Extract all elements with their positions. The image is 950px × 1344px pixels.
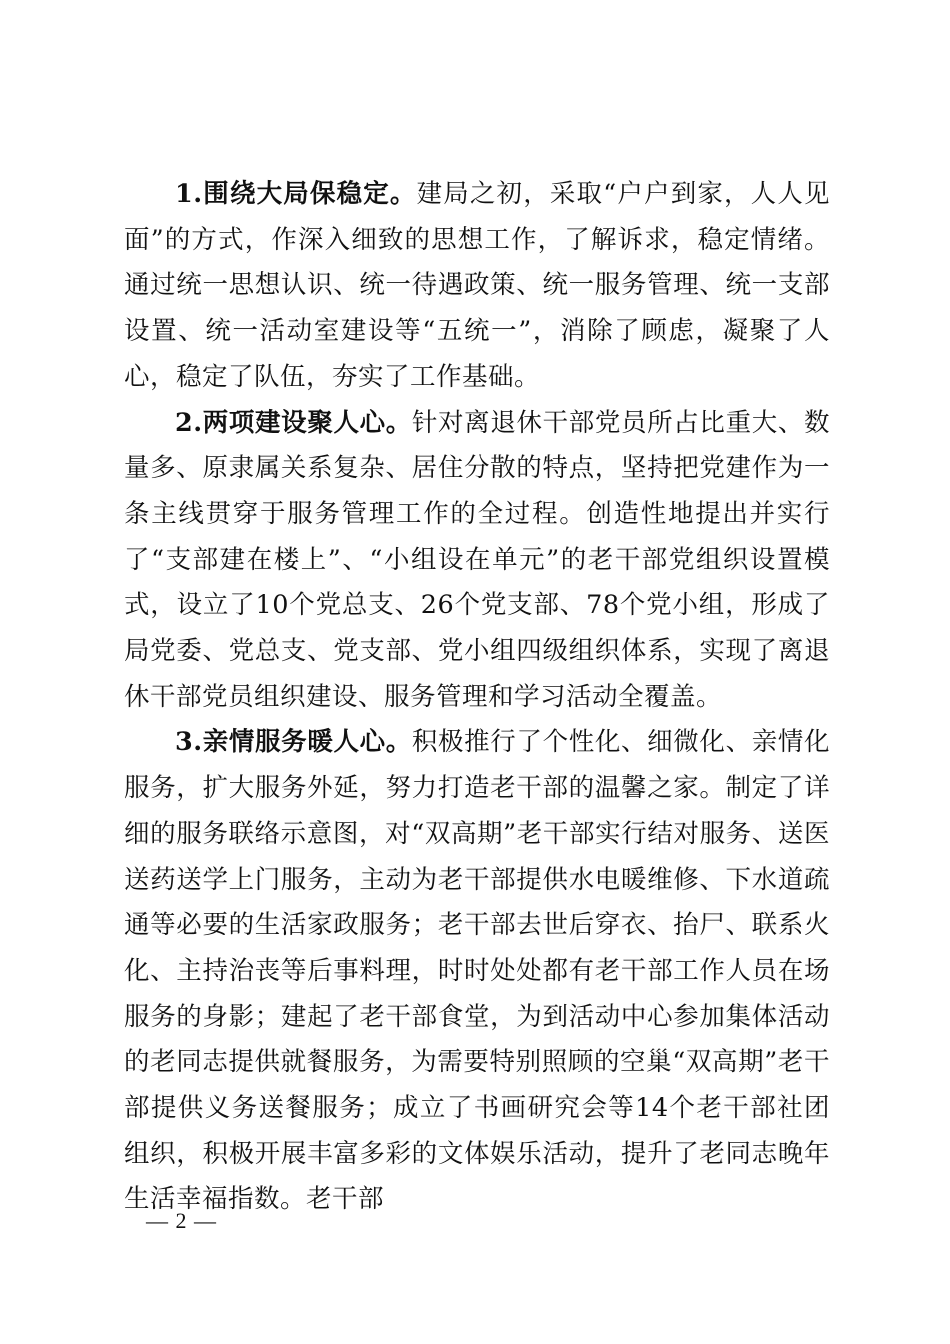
paragraph-1-body: 建局之初，采取“户户到家，人人见面”的方式，作深入细致的思想工作，了解诉求，稳定情绪。通过统一思想认识、统一待遇政策、统一服务管理、统一支部设置、统一活动室建设等“五统一”，消除了顾虑，凝聚了人心，稳定了队伍，夯实了工作基础。 xyxy=(124,179,830,392)
paragraph-3-heading: 3.亲情服务暖人心。 xyxy=(175,727,412,758)
paragraph-2 xyxy=(124,401,830,721)
paragraph-2-body: 针对离退休干部党员所占比重大、数量多、原隶属关系复杂、居住分散的特点，坚持把党建作为一条主线贯穿于服务管理工作的全过程。创造性地提出并实行了“支部建在楼上”、“小组设在单元”的老干部党组织设置模式，设立了10个党总支、26个党支部、78个党小组，形成了局党委、党总支、党支部、党小组四级组织体系，实现了离退休干部党员组织建设、服务管理和学习活动全覆盖。 xyxy=(124,407,830,712)
page-number: — 2 — xyxy=(146,1208,217,1233)
paragraph-1 xyxy=(124,172,830,401)
paragraph-2-heading: 2.两项建设聚人心。 xyxy=(175,407,412,438)
paragraph-1-heading: 1.围绕大局保稳定。 xyxy=(175,179,417,209)
document-page xyxy=(124,172,830,1223)
paragraph-3 xyxy=(124,720,830,1223)
paragraph-3-body: 积极推行了个性化、细微化、亲情化服务，扩大服务外延，努力打造老干部的温馨之家。制定了详细的服务联络示意图，对“双高期”老干部实行结对服务、送医送药送学上门服务，主动为老干部提供水电暖维修、下水道疏通等必要的生活家政服务；老干部去世后穿衣、抬尸、联系火化、主持治丧等后事料理，时时处处都有老干部工作人员在场服务的身影；建起了老干部食堂，为到活动中心参加集体活动的老同志提供就餐服务，为需要特别照顾的空巢“双高期”老干部提供义务送餐服务；成立了书画研究会等14个老干部社团组织，积极开展丰富多彩的文体娱乐活动，提升了老同志晚年生活幸福指数。老干部 xyxy=(124,727,830,1215)
